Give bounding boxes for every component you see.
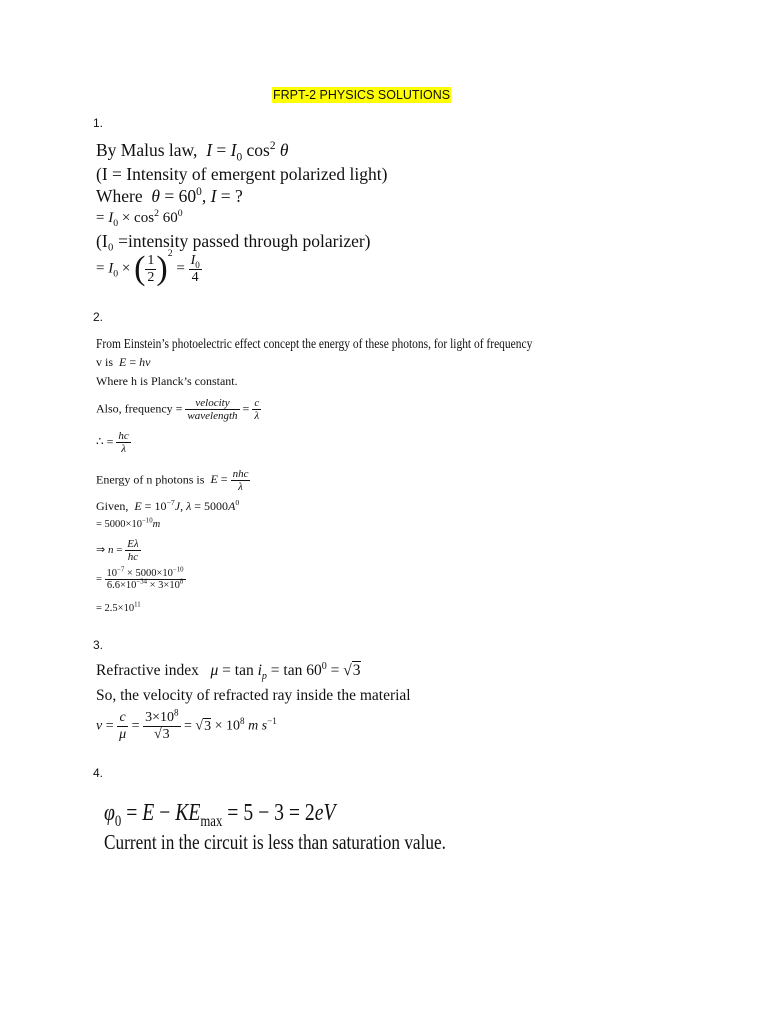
q2-frequency-fraction: $\frac{\text{velocity}}{\text{wavelength}}$ (187, 397, 238, 422)
q3-refractive-formula: $\mu = \tan i_p = \tan 60^0 = √3$ (210, 660, 361, 683)
q2-line-planck: Where h is Planck’s constant. (96, 374, 238, 388)
q2-line-frequency: Also, frequency = $\frac{\text{velocity}}{\text{wavelength}}$ = $\frac{c}{\lambda}$ (96, 397, 260, 422)
q1-line-malus (96, 140, 289, 164)
q1-where-values: $\theta = 60^0$, I = ? (151, 186, 243, 206)
page-title: FRPT-2 PHYSICS SOLUTIONS (273, 88, 451, 102)
question-number-2: 2. (93, 310, 104, 324)
q1-malus-formula: $I = I_0$ $\cos^2 \theta$ (206, 140, 289, 164)
q2-line-einstein: From Einstein’s photoelectric effect concept the energy of these photons, for light of frequency (96, 337, 533, 352)
q2-energy-formula: E = hν (119, 355, 151, 369)
q2-energy-text: v is (96, 355, 114, 369)
q2-line-given (96, 499, 239, 514)
q1-line-where (96, 186, 243, 207)
q2-given-text: Given, (96, 499, 129, 513)
q2-n-photons-text: Energy of n photons is (96, 472, 205, 487)
q3-refractive-text: Refractive index (96, 662, 199, 679)
q2-line-energy (96, 355, 150, 370)
q2-step-result: = $2.5\times 10^{11}$ (96, 601, 141, 614)
q2-step-n-formula: ⇒ n = $\frac{E\lambda}{hc}$ (96, 538, 139, 563)
q2-n-photons-formula: E = $\frac{\text{nhc}}{\lambda}$ (210, 468, 249, 493)
q3-line-velocity: So, the velocity of refracted ray inside the material (96, 687, 411, 704)
q2-frequency-text: Also, frequency = (96, 401, 183, 416)
question-number-4: 4. (93, 766, 104, 780)
q3-step-velocity: v = $\frac{c}{\mu}$ = $\frac{3\times 10^8}{√3}$ = $√3 \times 10^8$ m $s^{-1}$ (96, 707, 277, 742)
q1-step-substitute: = $I_0 \times \cos^2 60^0$ (96, 208, 183, 229)
q4-step-work-function: $\varphi_0 = E - KE_{max} = 5 - 3 = 2eV$ (104, 800, 336, 830)
q1-malus-text: By Malus law, (96, 140, 198, 160)
q2-line-n-photons (96, 468, 250, 493)
q1-step-result: = $I_0$ × ( $\frac{1}{2}$ )$^2$ = $\frac{I_0}{4}$ (96, 248, 200, 287)
q1-line-i0: (I₀ =intensity passed through polarizer) (96, 231, 371, 251)
q2-step-therefore: ∴ = $\frac{hc}{\lambda}$ (96, 430, 129, 455)
q2-c-over-lambda: $\frac{c}{\lambda}$ (254, 397, 260, 422)
q3-line-refractive (96, 660, 361, 683)
question-number-1: 1. (93, 116, 104, 130)
q2-step-substitute: = $\frac{10^{-7} \times 5000\times 10^{-10}}{6.6\times 10^{-34} \times 3\times 10^8}$ (96, 566, 184, 591)
q4-line-current: Current in the circuit is less than saturation value. (104, 830, 446, 854)
q2-step-lambda-m: = $5000\times 10^{-10}m$ (96, 517, 161, 530)
q1-line-definition: (I = Intensity of emergent polarized light) (96, 164, 388, 184)
question-number-3: 3. (93, 638, 104, 652)
q2-given-values: $E = 10^{-7}J$, $\lambda = 5000A^0$ (134, 498, 240, 513)
q1-where-text: Where (96, 186, 143, 206)
